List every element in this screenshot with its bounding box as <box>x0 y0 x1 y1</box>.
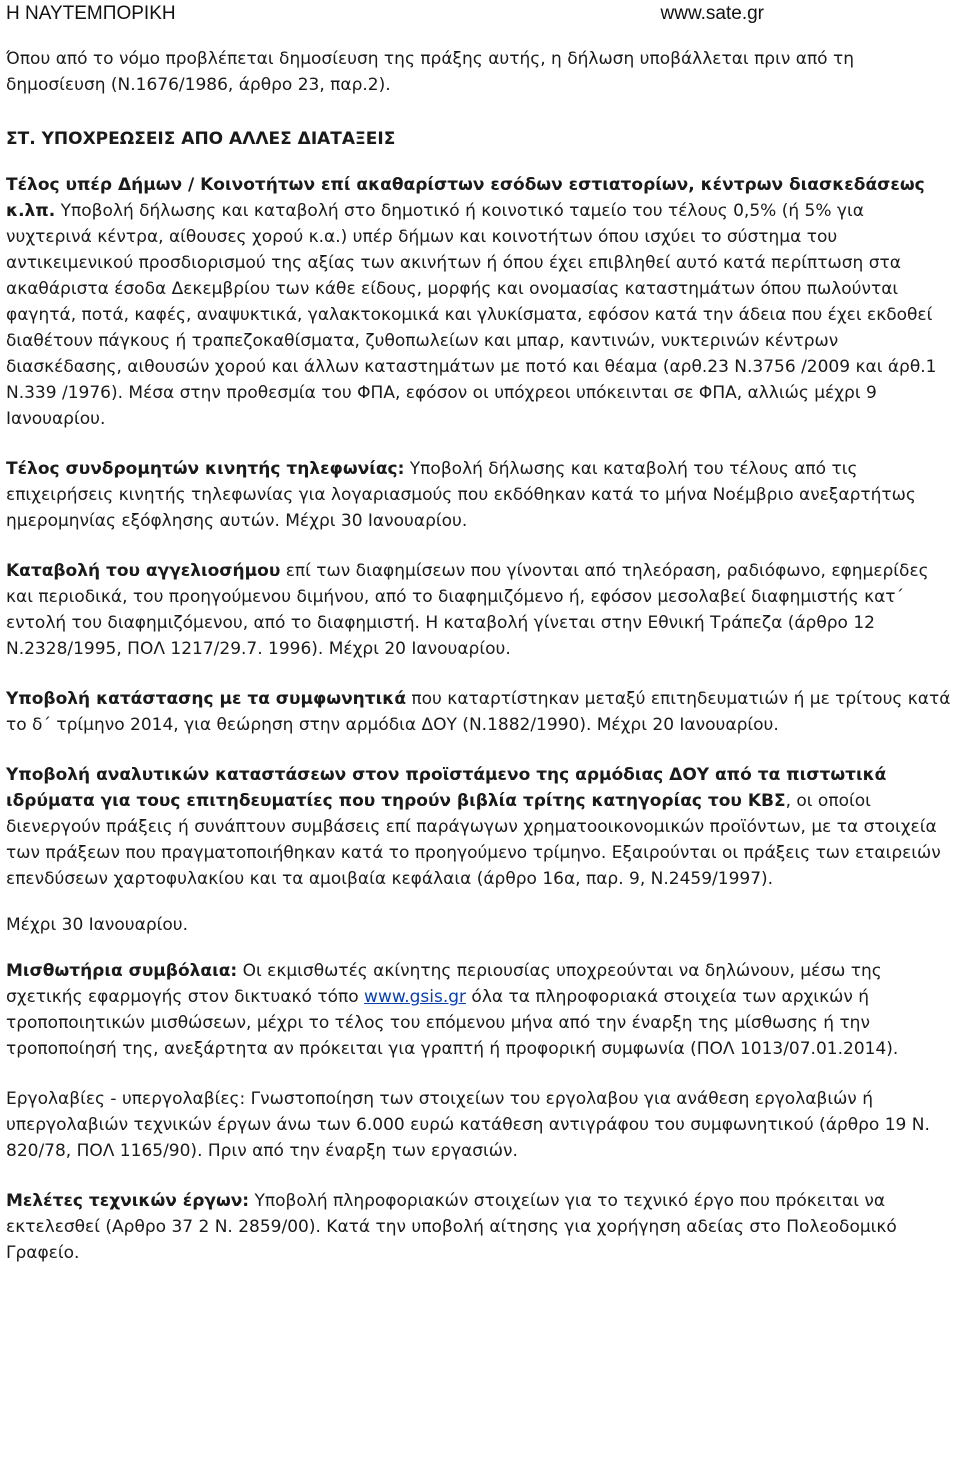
paragraph-body: Υποβολή πληροφοριακών στοιχείων για το τεχνικό έργο που πρόκειται να εκτελεσθεί (Αρθρο 37 2 Ν. 2859/00). Κατά την υποβολή αίτησης για χορήγηση αδείας στο Πολεοδομικό Γραφείο. <box>6 1191 897 1263</box>
paragraph-body: όλα τα πληροφοριακά στοιχεία των αρχικών ή τροποποιητικών μισθώσεων, μέχρι το τέλος του επόμενου μήνα από την έναρξη της μίσθωσης ή την τροποποίησή της, ανεξάρτητα αν πρόκειται για γραπτή ή προφορική συμφωνία (ΠΟΛ 1013/07.01.2014). <box>6 987 899 1059</box>
paragraph-body: , οι οποίοι διενεργούν πράξεις ή συνάπτουν συμβάσεις επί παράγωγων χρηματοοικονομικών προϊόντων, με τα στοιχεία των πράξεων που πραγματοποιήθηκαν κατά το προηγούμενο τρίμηνο. Εξαιρούνται οι πράξεις των εταιρειών επενδύσεων χαρτοφυλακίου και τα αμοιβαία κεφάλαια (άρθρο 16α, παρ. 9, Ν.2459/1997). <box>6 791 941 889</box>
paragraph-body: επί των διαφημίσεων που γίνονται από τηλεόραση, ραδιόφωνο, εφημερίδες και περιοδικά, του προηγούμενου διμήνου, από το διαφημιζόμενο ή, εφόσον μεσολαβεί διαφημιστής κατ΄ εντολή του διαφημιζόμενου, από το διαφημιστή. Η καταβολή γίνεται στην Εθνική Τράπεζα (άρθρο 12 Ν.2328/1995, ΠΟΛ 1217/29.7. 1996). Μέχρι 20 Ιανουαρίου. <box>6 561 929 659</box>
paragraph-heading: Καταβολή του αγγελιοσήμου <box>6 561 281 581</box>
paragraph-mobile-fee <box>6 456 954 534</box>
paragraph-heading: Υποβολή κατάστασης με τα συμφωνητικά <box>6 689 407 709</box>
paragraph-ad-stamp <box>6 558 954 662</box>
paragraph-analytical-statements <box>6 762 954 892</box>
paragraph-agreements <box>6 686 954 738</box>
paragraph-municipal-fee <box>6 172 954 432</box>
intro-paragraph: Όπου από το νόμο προβλέπεται δημοσίευση της πράξης αυτής, η δήλωση υποβάλλεται πριν από τη δημοσίευση (Ν.1676/1986, άρθρο 23, παρ.2). <box>6 49 854 95</box>
paragraph-heading: Τέλος συνδρομητών κινητής τηλεφωνίας: <box>6 459 405 479</box>
paragraph-heading: Υποβολή αναλυτικών καταστάσεων στον προϊστάμενο της αρμόδιας ΔΟΥ από τα πιστωτικά ιδρύματα για τους επιτηδευματίες που τηρούν βιβλία τρίτης κατηγορίας του ΚΒΣ <box>6 765 887 811</box>
publisher-name: Η ΝΑΥΤΕΜΠΟΡΙΚΗ <box>6 3 176 24</box>
paragraph-heading: Μισθωτήρια συμβόλαια: <box>6 961 238 981</box>
paragraph-technical-studies <box>6 1188 954 1266</box>
paragraph-leases <box>6 958 954 1062</box>
section-title: ΣΤ. ΥΠΟΧΡΕΩΣΕΙΣ ΑΠΟ ΑΛΛΕΣ ΔΙΑΤΑΞΕΙΣ <box>6 129 396 149</box>
page-header <box>6 0 954 28</box>
paragraph-body: Υποβολή δήλωσης και καταβολή στο δημοτικό ή κοινοτικό ταμείο του τέλους 0,5% (ή 5% για νυχτερινά κέντρα, αίθουσες χορού κ.α.) υπέρ δήμων και κοινοτήτων όπου ισχύει το σύστημα του αντικειμενικού προσδιορισμού της αξίας των ακινήτων ή όπου έχει επιβληθεί αυτό κατά περίπτωση στα ακαθάριστα έσοδα Δεκεμβρίου των κάθε είδους, μορφής και ονομασίας καταστημάτων όπου πωλούνται φαγητά, ποτά, καφές, αναψυκτικά, γαλακτοκομικά και γλυκίσματα, εφόσον κατά την άδεια που έχει εκδοθεί διαθέτουν πάγκους ή τραπεζοκαθίσματα, ζυθοπωλείων και μπαρ, καντινών, νυκτερινών κέντρων διασκέδασης, αιθουσών χορού και άλλων καταστημάτων με ποτό και θέαμα (αρθ.23 Ν.3756 /2009 και άρθ.1 Ν.339 /1976). Μέσα στην προθεσμία του ΦΠΑ, εφόσον οι υπόχρεοι υπόκεινται σε ΦΠΑ, αλλιώς μέχρι 9 Ιανουαρίου. <box>6 201 937 429</box>
gsis-link[interactable]: www.gsis.gr <box>364 987 467 1007</box>
paragraph-body: Υποβολή δήλωσης και καταβολή του τέλους από τις επιχειρήσεις κινητής τηλεφωνίας για λογαριασμούς που εκδόθηκαν κατά το μήνα Νοέμβριο ανεξαρτήτως ημερομηνίας εξόφλησης αυτών. Μέχρι 30 Ιανουαρίου. <box>6 459 916 531</box>
paragraph-heading: Μελέτες τεχνικών έργων: <box>6 1191 250 1211</box>
paragraph-deadline: Μέχρι 30 Ιανουαρίου. <box>6 915 189 935</box>
header-site: www.sate.gr <box>660 3 764 24</box>
paragraph-heading: Τέλος υπέρ Δήμων / Κοινοτήτων επί ακαθαρίστων εσόδων εστιατορίων, κέντρων διασκεδάσεως κ.λπ. <box>6 175 925 221</box>
paragraph-contracts: Εργολαβίες - υπεργολαβίες: Γνωστοποίηση των στοιχείων του εργολαβου για ανάθεση εργολαβιών ή υπεργολαβιών τεχνικών έργων άνω των 6.000 ευρώ κατάθεση αντιγράφου του συμφωνητικού (άρθρο 19 Ν. 820/78, ΠΟΛ 1165/90). Πριν από την έναρξη των εργασιών. <box>6 1089 930 1161</box>
paragraph-body: που καταρτίστηκαν μεταξύ επιτηδευματιών ή με τρίτους κατά το δ΄ τρίμηνο 2014, για θεώρηση στην αρμόδια ΔΟΥ (Ν.1882/1990). Μέχρι 20 Ιανουαρίου. <box>6 689 951 735</box>
paragraph-body: Οι εκμισθωτές ακίνητης περιουσίας υποχρεούνται να δηλώνουν, μέσω της σχετικής εφαρμογής στον δικτυακό τόπο <box>6 961 882 1007</box>
